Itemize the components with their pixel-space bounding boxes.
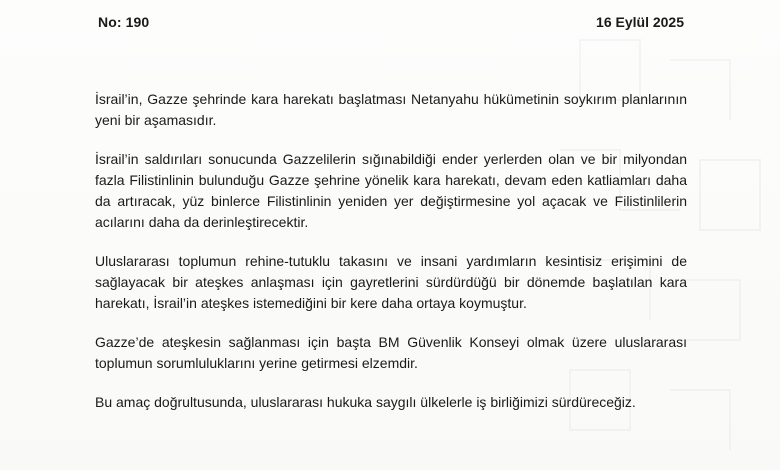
paragraph-3: Uluslararası toplumun rehine-tutuklu takasını ve insani yardımların kesintisiz erişimini de sağlayacak bir ateşkes anlaşması için gayretlerini sürdürdüğü bir dönemde başlatılan kara harekatı, İsrail’in ateşkes istemediğini bir kere daha ortaya koymuştur. (95, 253, 687, 311)
paragraph-5: Bu amaç doğrultusunda, uluslararası hukuka saygılı ülkelerle iş birliğimizi sürdüreceğiz. (95, 394, 636, 410)
paragraph-4: Gazze’de ateşkesin sağlanması için başta BM Güvenlik Konseyi olmak üzere uluslararası toplumun sorumluluklarını yerine getirmesi elzemdir. (95, 334, 687, 371)
paragraph-2: İsrail’in saldırıları sonucunda Gazzelilerin sığınabildiği ender yerlerden olan ve bir milyondan fazla Filistinlinin bulunduğu Gazze şehrine yönelik kara harekatı, devam eden katliamları daha da artıracak, yüz binlerce Filistinlinin yeniden yer değiştirmesine yol açacak ve Filistinlilerin acılarını daha da derinleştirecektir. (95, 151, 687, 230)
document-date: 16 Eylül 2025 (596, 14, 684, 30)
document-number: No: 190 (98, 14, 150, 30)
document-body (95, 89, 687, 431)
paragraph-1: İsrail’in, Gazze şehrinde kara harekatı başlatması Netanyahu hükümetinin soykırım planlarının yeni bir aşamasıdır. (95, 91, 687, 128)
